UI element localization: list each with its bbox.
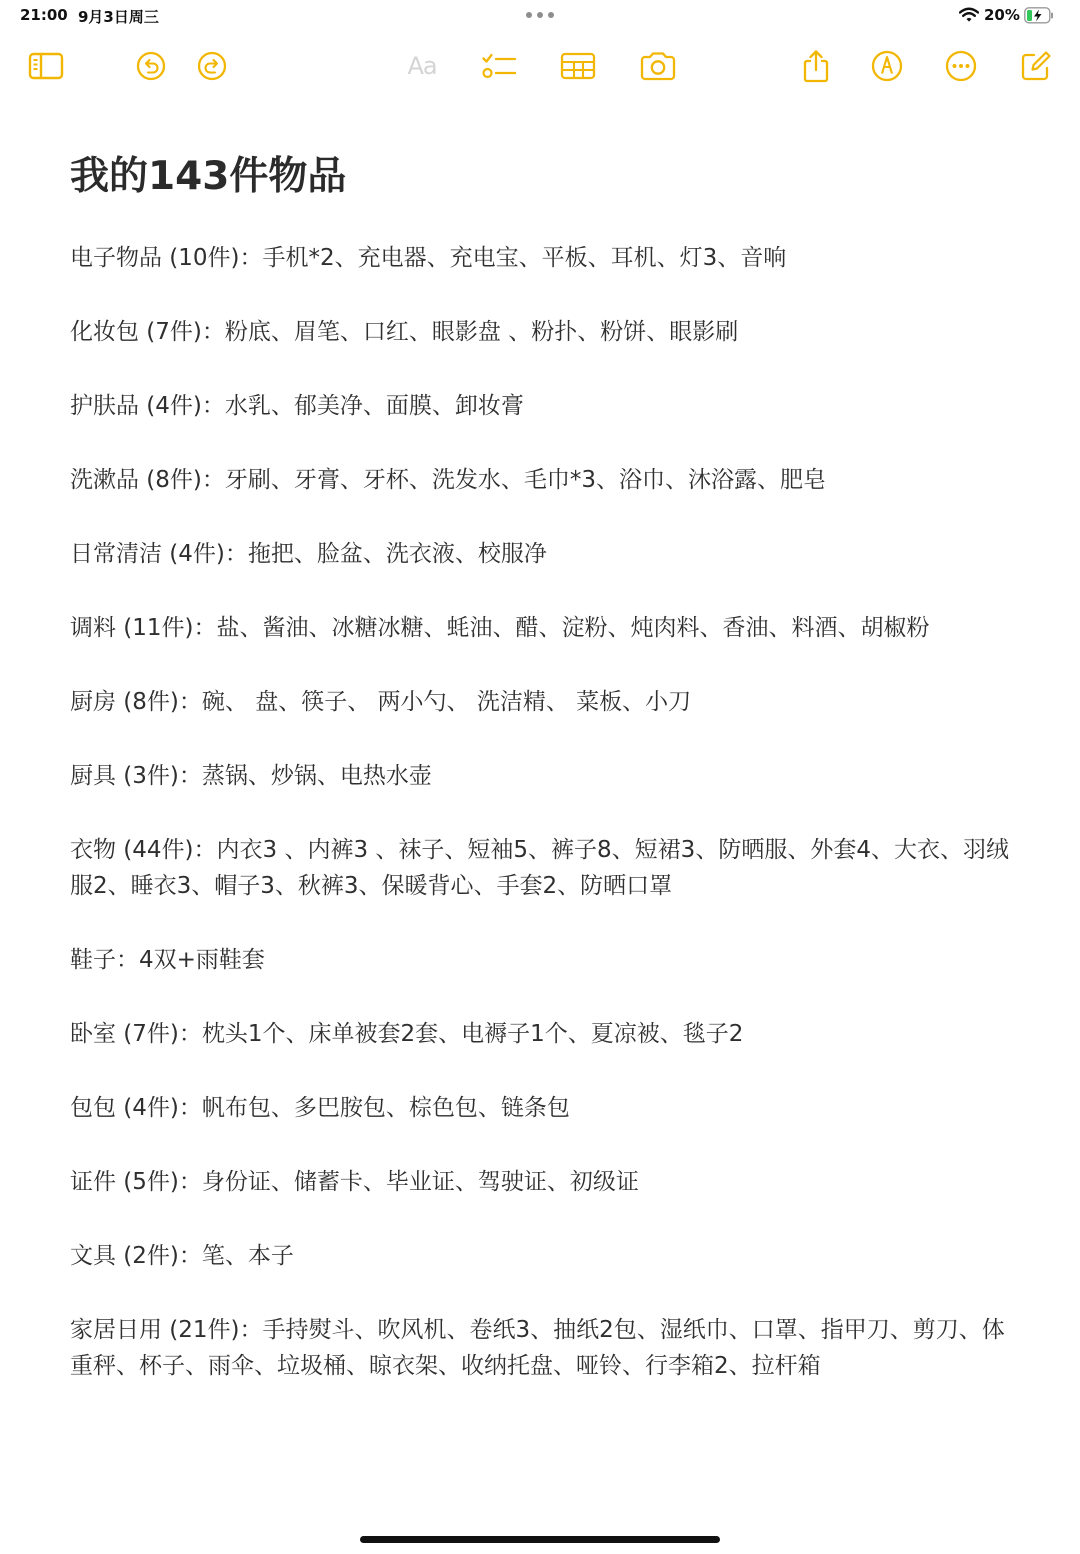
battery-charging-icon	[1024, 7, 1054, 24]
markup-pen-icon	[871, 50, 903, 82]
wifi-icon	[959, 7, 979, 23]
note-line-seasoning: 调料 (11件)：盐、酱油、冰糖冰糖、蚝油、醋、淀粉、炖肉料、香油、料酒、胡椒粉	[70, 615, 930, 641]
markup-button[interactable]	[870, 40, 904, 92]
format-label: Aa	[407, 52, 437, 80]
note-line-bags: 包包 (4件)：帆布包、多巴胺包、棕色包、链条包	[70, 1095, 570, 1121]
note-title[interactable]: 我的143件物品	[70, 154, 347, 199]
format-button[interactable]	[400, 40, 444, 92]
home-indicator[interactable]	[360, 1536, 720, 1543]
note-line-household: 家居日用 (21件)：手持熨斗、吹风机、卷纸3、抽纸2包、湿纸巾、口罩、指甲刀、剪刀、体重秤、杯子、雨伞、垃圾桶、晾衣架、收纳托盘、哑铃、行李箱2、拉杆箱	[70, 1317, 1005, 1379]
checklist-icon	[481, 51, 517, 81]
note-line-skincare: 护肤品 (4件)：水乳、郁美净、面膜、卸妆膏	[70, 393, 524, 419]
note-line-cookware: 厨具 (3件)：蒸锅、炒锅、电热水壶	[70, 763, 432, 789]
share-icon	[802, 49, 830, 83]
sidebar-icon	[28, 52, 64, 80]
note-line-electronics: 电子物品 (10件)：手机*2、充电器、充电宝、平板、耳机、灯3、音响	[70, 245, 787, 271]
compose-button[interactable]	[1018, 40, 1054, 92]
redo-button[interactable]	[195, 40, 229, 92]
compose-icon	[1020, 50, 1052, 82]
more-icon	[945, 50, 977, 82]
note-line-cleaning: 日常清洁 (4件)：拖把、脸盆、洗衣液、校服净	[70, 541, 547, 567]
note-line-bedroom: 卧室 (7件)：枕头1个、床单被套2套、电褥子1个、夏凉被、毯子2	[70, 1021, 744, 1047]
status-date: 9月3日周三	[78, 8, 159, 26]
notes-toolbar	[0, 40, 1080, 96]
note-body[interactable]	[70, 240, 1010, 1422]
table-icon	[560, 52, 596, 80]
sidebar-toggle-button[interactable]	[26, 40, 66, 92]
undo-button[interactable]	[134, 40, 168, 92]
camera-icon	[639, 51, 677, 81]
note-line-shoes: 鞋子：4双+雨鞋套	[70, 947, 265, 973]
battery-percentage: 20%	[984, 6, 1020, 24]
share-button[interactable]	[800, 40, 832, 92]
status-time: 21:00	[20, 6, 68, 24]
multitasking-dots-icon[interactable]	[524, 8, 556, 20]
table-button[interactable]	[558, 40, 598, 92]
status-bar	[0, 0, 1080, 32]
more-options-button[interactable]	[944, 40, 978, 92]
undo-icon	[136, 51, 166, 81]
camera-button[interactable]	[638, 40, 678, 92]
note-line-documents: 证件 (5件)：身份证、储蓄卡、毕业证、驾驶证、初级证	[70, 1169, 639, 1195]
checklist-button[interactable]	[480, 40, 518, 92]
note-line-stationery: 文具 (2件)：笔、本子	[70, 1243, 294, 1269]
redo-icon	[197, 51, 227, 81]
note-line-clothing: 衣物 (44件)：内衣3 、内裤3 、袜子、短袖5、裤子8、短裙3、防晒服、外套4、大衣、羽绒服2、睡衣3、帽子3、秋裤3、保暖背心、手套2、防晒口罩	[70, 837, 1009, 899]
note-line-kitchen: 厨房 (8件)：碗、 盘、筷子、 两小勺、 洗洁精、 菜板、小刀	[70, 689, 692, 715]
note-line-makeup: 化妆包 (7件)：粉底、眉笔、口红、眼影盘 、粉扑、粉饼、眼影刷	[70, 319, 739, 345]
note-line-toiletries: 洗漱品 (8件)：牙刷、牙膏、牙杯、洗发水、毛巾*3、浴巾、沐浴露、肥皂	[70, 467, 827, 493]
